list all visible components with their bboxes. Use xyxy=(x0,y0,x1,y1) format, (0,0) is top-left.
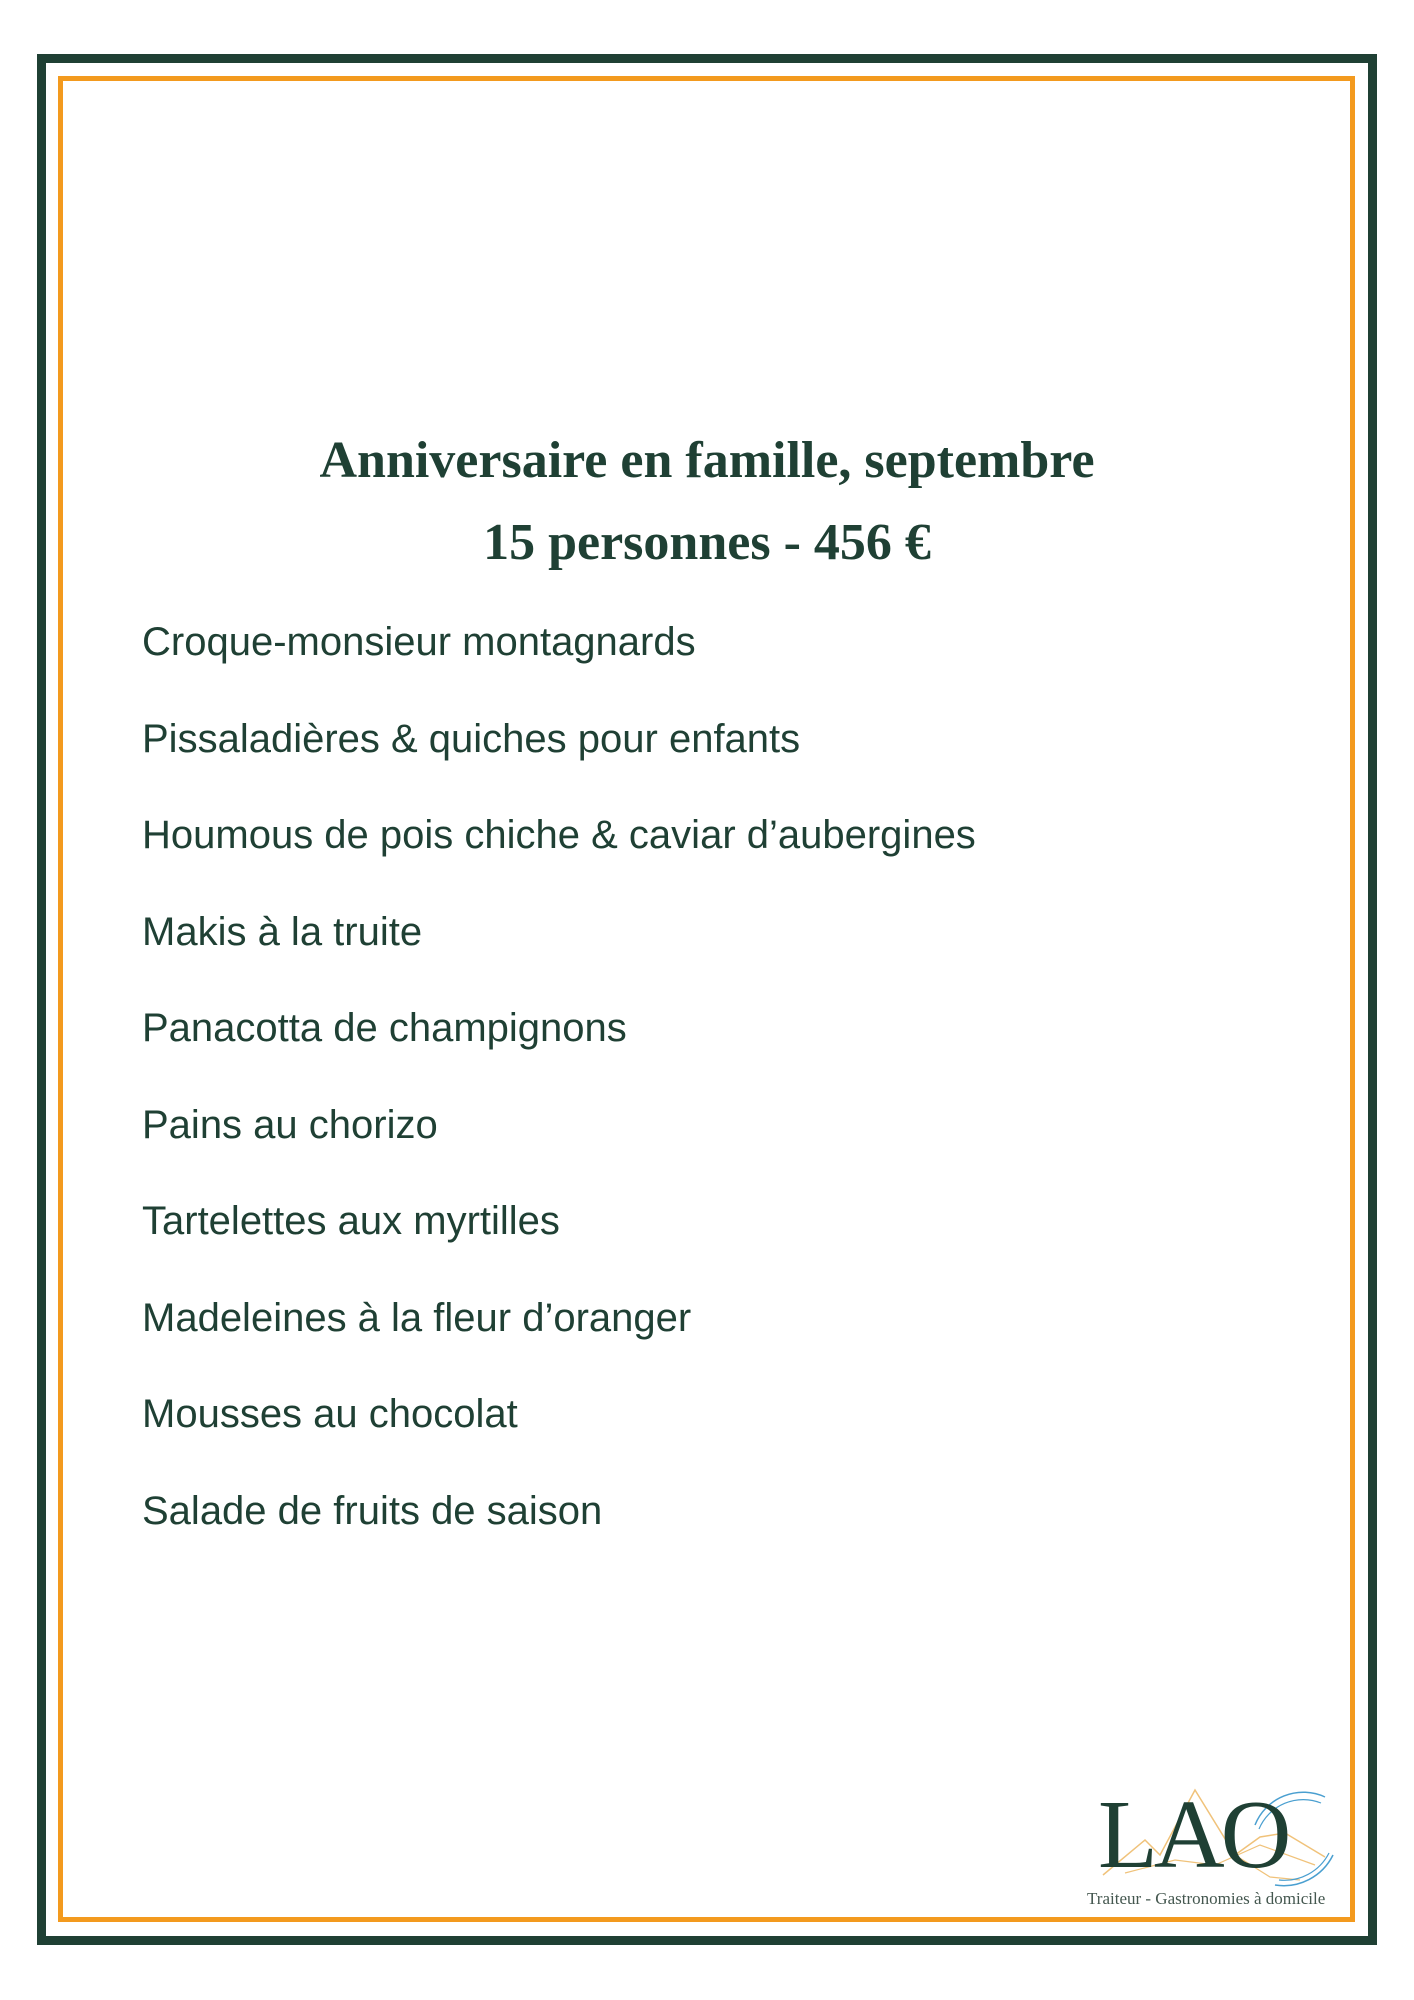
menu-item: Madeleines à la fleur d’oranger xyxy=(142,1295,692,1340)
menu-item: Pissaladières & quiches pour enfants xyxy=(142,716,801,761)
lao-logo xyxy=(1085,1781,1345,1915)
menu-list xyxy=(142,612,976,1577)
menu-item: Tartelettes aux myrtilles xyxy=(142,1199,560,1243)
guests-and-price: 15 personnes - 456 € xyxy=(483,514,931,571)
menu-item: Mousses au chocolat xyxy=(142,1392,518,1436)
logo-wordmark: LAO xyxy=(1098,1781,1288,1889)
menu-title xyxy=(0,420,1414,584)
logo-tagline: Traiteur - Gastronomies à domicile xyxy=(1087,1889,1326,1908)
event-title: Anniversaire en famille, septembre xyxy=(319,432,1095,489)
menu-item: Panacotta de champignons xyxy=(142,1006,627,1050)
menu-item: Pains au chorizo xyxy=(142,1102,438,1147)
menu-item: Salade de fruits de saison xyxy=(142,1488,603,1533)
menu-item: Croque-monsieur montagnards xyxy=(142,620,696,664)
menu-item: Houmous de pois chiche & caviar d’aubergines xyxy=(142,813,976,857)
menu-item: Makis à la truite xyxy=(142,909,423,954)
